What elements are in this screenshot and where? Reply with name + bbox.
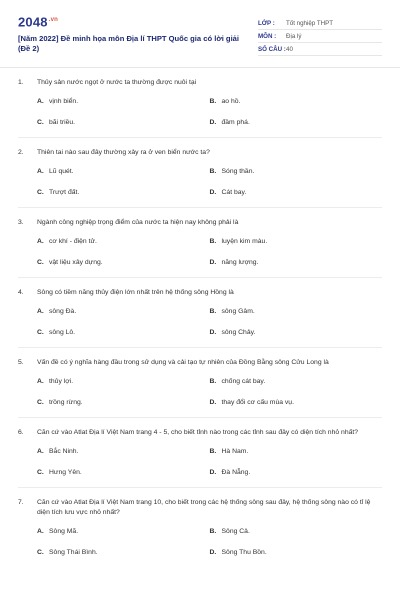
answer-option[interactable] xyxy=(210,399,383,407)
option-text: sông Đà. xyxy=(49,308,77,315)
option-text: sông Gâm. xyxy=(221,308,255,315)
option-letter: A. xyxy=(37,238,44,245)
question-text-row xyxy=(18,78,382,88)
question-item xyxy=(18,498,382,557)
question-text-row xyxy=(18,218,382,228)
question-number: 2. xyxy=(18,149,24,156)
question-number: 4. xyxy=(18,289,24,296)
option-letter: D. xyxy=(209,259,217,266)
meta-value: 40 xyxy=(286,45,293,53)
option-text: Bắc Ninh. xyxy=(49,448,79,455)
option-letter: D. xyxy=(209,329,217,336)
option-text: vịnh biển. xyxy=(49,98,79,105)
answer-option[interactable] xyxy=(37,448,210,456)
question-text: Thủy sản nước ngọt ở nước ta thường được nuôi tại xyxy=(37,79,197,86)
meta-label: LỚP : xyxy=(258,19,275,27)
question-divider xyxy=(18,347,382,348)
document-title: [Năm 2022] Đề minh họa môn Địa lí THPT Quốc gia có lời giải (Đề 2) xyxy=(18,34,240,54)
answer-option[interactable] xyxy=(37,378,210,386)
question-divider xyxy=(18,277,382,278)
answer-option[interactable] xyxy=(37,119,210,127)
answer-option[interactable] xyxy=(210,549,383,557)
question-number: 5. xyxy=(18,359,24,366)
option-text: bãi triều. xyxy=(49,119,76,126)
answer-options xyxy=(37,378,382,407)
answer-option[interactable] xyxy=(210,98,383,106)
answer-options xyxy=(37,308,382,337)
question-item xyxy=(18,428,382,488)
answer-option[interactable] xyxy=(37,549,210,557)
question-text-row xyxy=(18,428,382,438)
option-letter: A. xyxy=(37,528,44,535)
answer-option[interactable] xyxy=(210,189,383,197)
meta-row-subject xyxy=(258,30,382,43)
question-text: Căn cứ vào Atlat Địa lí Việt Nam trang 10, cho biết trong các hệ thống sông sau đây, hệ thống sông nào có tỉ lệ diện tích lưu vực nhỏ nhất? xyxy=(37,499,371,516)
option-letter: B. xyxy=(209,528,217,535)
option-text: chống cát bay. xyxy=(221,378,266,385)
option-letter: C. xyxy=(37,329,44,336)
question-text: Sông có tiềm năng thủy điện lớn nhất trên hệ thống sông Hồng là xyxy=(37,289,234,296)
option-letter: A. xyxy=(37,308,44,315)
option-text: ao hồ. xyxy=(221,98,241,105)
question-item xyxy=(18,78,382,138)
option-text: Đà Nẵng. xyxy=(221,469,251,476)
answer-option[interactable] xyxy=(37,329,210,337)
option-letter: A. xyxy=(37,448,44,455)
answer-option[interactable] xyxy=(37,399,210,407)
answer-option[interactable] xyxy=(37,259,210,267)
option-text: Trượt đất. xyxy=(49,189,80,196)
answer-option[interactable] xyxy=(210,238,383,246)
option-letter: D. xyxy=(209,469,217,476)
answer-option[interactable] xyxy=(210,168,383,176)
meta-value: Địa lý xyxy=(286,32,302,40)
answer-options xyxy=(37,168,382,197)
header-left xyxy=(18,12,248,67)
meta-row-class xyxy=(258,17,382,30)
site-logo[interactable] xyxy=(18,12,248,30)
option-text: thủy lợi. xyxy=(49,378,74,385)
question-number: 1. xyxy=(18,79,24,86)
answer-option[interactable] xyxy=(37,168,210,176)
header xyxy=(0,0,400,68)
option-text: năng lượng. xyxy=(221,259,259,266)
answer-option[interactable] xyxy=(210,448,383,456)
answer-option[interactable] xyxy=(210,528,383,536)
option-text: vật liệu xây dựng. xyxy=(49,259,103,266)
option-letter: B. xyxy=(209,98,217,105)
option-letter: A. xyxy=(37,378,44,385)
question-divider xyxy=(18,207,382,208)
option-text: sông Lô. xyxy=(49,329,76,336)
answer-options xyxy=(37,528,382,557)
meta-label: SỐ CÂU : xyxy=(258,45,286,53)
option-letter: D. xyxy=(209,399,217,406)
option-text: trồng rừng. xyxy=(49,399,83,406)
option-letter: D. xyxy=(209,549,217,556)
answer-option[interactable] xyxy=(210,329,383,337)
option-letter: A. xyxy=(37,98,44,105)
answer-option[interactable] xyxy=(210,469,383,477)
meta-box xyxy=(258,17,382,67)
option-letter: D. xyxy=(209,119,217,126)
option-text: Sông Cả. xyxy=(221,528,250,535)
option-letter: B. xyxy=(209,448,217,455)
answer-option[interactable] xyxy=(37,238,210,246)
question-item xyxy=(18,288,382,348)
option-text: Sông Thái Bình. xyxy=(49,549,98,556)
question-number: 3. xyxy=(18,219,24,226)
option-text: cơ khí - điện tử. xyxy=(49,238,97,245)
answer-option[interactable] xyxy=(37,469,210,477)
question-item xyxy=(18,148,382,208)
logo-text: 2048 xyxy=(18,14,48,30)
option-letter: C. xyxy=(37,259,44,266)
meta-value: Tốt nghiệp THPT xyxy=(286,19,334,27)
option-letter: C. xyxy=(37,119,44,126)
option-text: Hưng Yên. xyxy=(49,469,82,476)
answer-option[interactable] xyxy=(37,98,210,106)
question-text: Thiên tai nào sau đây thường xảy ra ở ven biển nước ta? xyxy=(37,149,210,156)
option-letter: C. xyxy=(37,189,44,196)
option-letter: B. xyxy=(209,308,217,315)
answer-option[interactable] xyxy=(210,378,383,386)
option-letter: C. xyxy=(37,469,44,476)
option-text: luyện kim màu. xyxy=(221,238,268,245)
answer-option[interactable] xyxy=(37,528,210,536)
question-text: Ngành công nghiệp trọng điểm của nước ta hiện nay không phải là xyxy=(37,219,239,226)
option-text: Sóng thần. xyxy=(221,168,255,175)
answer-option[interactable] xyxy=(37,189,210,197)
question-list xyxy=(0,68,400,557)
option-letter: C. xyxy=(37,549,44,556)
option-text: Sông Thu Bồn. xyxy=(221,549,267,556)
answer-option[interactable] xyxy=(210,259,383,267)
question-text-row xyxy=(18,358,382,368)
question-divider xyxy=(18,417,382,418)
meta-label: MÔN : xyxy=(258,32,277,40)
option-text: Hà Nam. xyxy=(221,448,249,455)
option-letter: C. xyxy=(37,399,44,406)
option-letter: B. xyxy=(209,238,217,245)
option-text: Sông Mã. xyxy=(49,528,79,535)
question-text-row xyxy=(18,148,382,158)
answer-options xyxy=(37,98,382,127)
option-letter: B. xyxy=(209,168,217,175)
answer-option[interactable] xyxy=(37,308,210,316)
option-letter: A. xyxy=(37,168,44,175)
question-text-row xyxy=(18,288,382,298)
question-divider xyxy=(18,487,382,488)
option-text: Cát bay. xyxy=(221,189,247,196)
question-text: Vấn đề có ý nghĩa hàng đầu trong sử dụng và cải tạo tự nhiên của Đồng Bằng sông Cửu Long là xyxy=(37,359,329,366)
option-text: sông Chảy. xyxy=(221,329,256,336)
question-item xyxy=(18,218,382,278)
question-text-row xyxy=(18,498,382,518)
answer-option[interactable] xyxy=(210,119,383,127)
question-text: Căn cứ vào Atlat Địa lí Việt Nam trang 4 - 5, cho biết tỉnh nào trong các tỉnh sau đây có diện tích nhỏ nhất? xyxy=(37,429,359,436)
answer-option[interactable] xyxy=(210,308,383,316)
option-text: đầm phá. xyxy=(221,119,250,126)
option-text: Lũ quét. xyxy=(49,168,74,175)
option-letter: B. xyxy=(209,378,217,385)
option-letter: D. xyxy=(209,189,217,196)
question-divider xyxy=(18,137,382,138)
meta-row-count xyxy=(258,43,382,56)
question-number: 6. xyxy=(18,429,24,436)
answer-options xyxy=(37,238,382,267)
answer-options xyxy=(37,448,382,477)
question-number: 7. xyxy=(18,499,24,506)
question-item xyxy=(18,358,382,418)
option-text: thay đổi cơ cấu mùa vụ. xyxy=(221,399,294,406)
logo-suffix: .vn xyxy=(48,17,59,23)
